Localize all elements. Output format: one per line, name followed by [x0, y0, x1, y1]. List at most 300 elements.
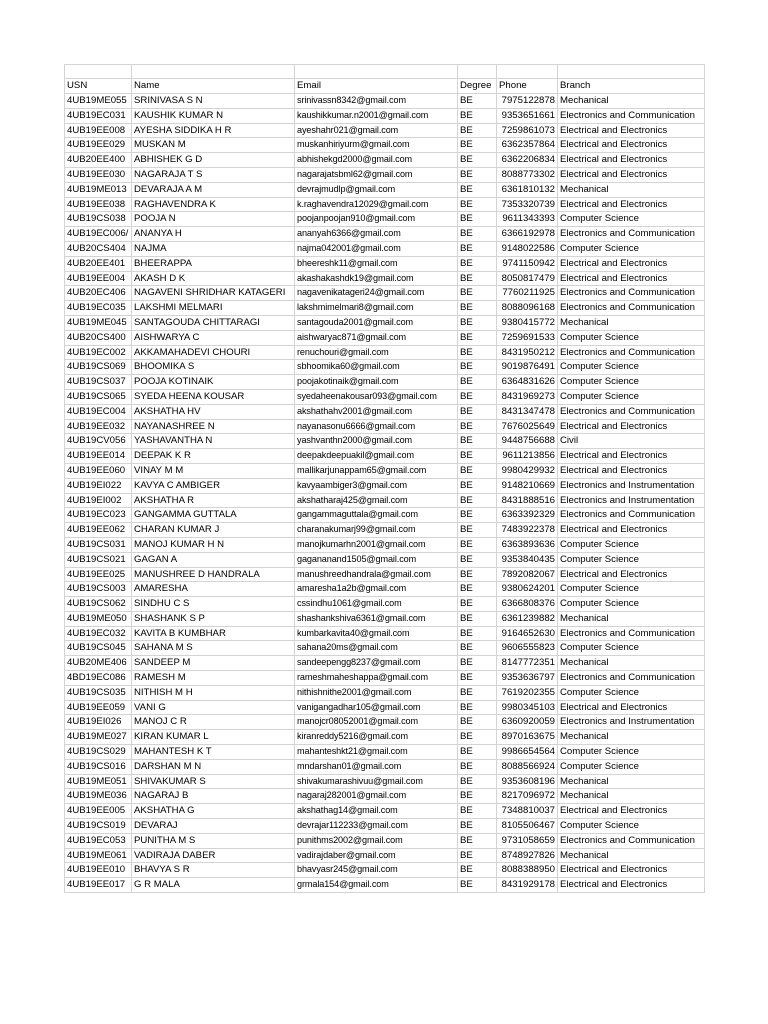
cell-name[interactable]: VANI G: [132, 700, 295, 715]
cell-branch[interactable]: Computer Science: [558, 745, 705, 760]
cell-degree[interactable]: BE: [458, 434, 497, 449]
cell-degree[interactable]: BE: [458, 582, 497, 597]
cell-name[interactable]: AISHWARYA C: [132, 330, 295, 345]
cell-phone[interactable]: 9606555823: [497, 641, 558, 656]
cell-name[interactable]: ABHISHEK G D: [132, 153, 295, 168]
cell-usn[interactable]: 4UB19EE010: [65, 863, 132, 878]
cell-phone[interactable]: 6366808376: [497, 597, 558, 612]
cell-name[interactable]: SAHANA M S: [132, 641, 295, 656]
cell-phone[interactable]: 6361810132: [497, 182, 558, 197]
cell-email[interactable]: poojanpoojan910@gmail.com: [295, 212, 458, 227]
cell-degree[interactable]: BE: [458, 271, 497, 286]
cell-phone[interactable]: 6364831626: [497, 375, 558, 390]
cell-branch[interactable]: Electrical and Electronics: [558, 271, 705, 286]
cell-name[interactable]: AKASH D K: [132, 271, 295, 286]
cell-phone[interactable]: 9448756688: [497, 434, 558, 449]
cell-degree[interactable]: BE: [458, 493, 497, 508]
cell-phone[interactable]: 9380624201: [497, 582, 558, 597]
cell-degree[interactable]: BE: [458, 878, 497, 893]
cell-branch[interactable]: Computer Science: [558, 819, 705, 834]
cell-phone[interactable]: 9353651661: [497, 108, 558, 123]
cell-email[interactable]: kumbarkavita40@gmail.com: [295, 626, 458, 641]
cell-usn[interactable]: 4UB19ME061: [65, 848, 132, 863]
cell-phone[interactable]: 7760211925: [497, 286, 558, 301]
cell-degree[interactable]: BE: [458, 523, 497, 538]
cell-usn[interactable]: 4UB20ME406: [65, 656, 132, 671]
cell-degree[interactable]: BE: [458, 138, 497, 153]
cell-branch[interactable]: Electrical and Electronics: [558, 804, 705, 819]
cell-usn[interactable]: 4UB19CS003: [65, 582, 132, 597]
cell-name[interactable]: KAVYA C AMBIGER: [132, 478, 295, 493]
cell-phone[interactable]: 9353840435: [497, 552, 558, 567]
cell-email[interactable]: devrajmudlp@gmail.com: [295, 182, 458, 197]
cell-phone[interactable]: 7676025649: [497, 419, 558, 434]
cell-name[interactable]: SHASHANK S P: [132, 611, 295, 626]
cell-email[interactable]: vadirajdaber@gmail.com: [295, 848, 458, 863]
cell-phone[interactable]: 9148022586: [497, 241, 558, 256]
cell-name[interactable]: SYEDA HEENA KOUSAR: [132, 389, 295, 404]
cell-usn[interactable]: 4UB19EE029: [65, 138, 132, 153]
cell-usn[interactable]: 4UB19EC035: [65, 301, 132, 316]
cell-phone[interactable]: 8748927826: [497, 848, 558, 863]
cell-usn[interactable]: 4UB19ME045: [65, 315, 132, 330]
cell-phone[interactable]: 8088096168: [497, 301, 558, 316]
cell-name[interactable]: MANUSHREE D HANDRALA: [132, 567, 295, 582]
cell-name[interactable]: SANTAGOUDA CHITTARAGI: [132, 315, 295, 330]
cell-name[interactable]: SRINIVASA S N: [132, 94, 295, 109]
cell-name[interactable]: NAGARAJA T S: [132, 167, 295, 182]
cell-degree[interactable]: BE: [458, 345, 497, 360]
cell-email[interactable]: amaresha1a2b@gmail.com: [295, 582, 458, 597]
cell-usn[interactable]: 4UB19CS031: [65, 537, 132, 552]
cell-degree[interactable]: BE: [458, 715, 497, 730]
cell-phone[interactable]: 9980345103: [497, 700, 558, 715]
cell-usn[interactable]: 4UB19ME036: [65, 789, 132, 804]
cell-email[interactable]: nagaraj282001@gmail.com: [295, 789, 458, 804]
cell-name[interactable]: KIRAN KUMAR L: [132, 730, 295, 745]
cell-branch[interactable]: Computer Science: [558, 330, 705, 345]
cell-email[interactable]: k.raghavendra12029@gmail.com: [295, 197, 458, 212]
cell-name[interactable]: VADIRAJA DABER: [132, 848, 295, 863]
cell-branch[interactable]: Computer Science: [558, 685, 705, 700]
cell-degree[interactable]: BE: [458, 375, 497, 390]
cell-usn[interactable]: 4UB19EE004: [65, 271, 132, 286]
cell-phone[interactable]: 6366192978: [497, 227, 558, 242]
cell-email[interactable]: gagananand1505@gmail.com: [295, 552, 458, 567]
cell-degree[interactable]: BE: [458, 804, 497, 819]
cell-email[interactable]: ananyah6366@gmail.com: [295, 227, 458, 242]
cell-name[interactable]: CHARAN KUMAR J: [132, 523, 295, 538]
cell-branch[interactable]: Electronics and Communication: [558, 833, 705, 848]
cell-usn[interactable]: 4UB20EE400: [65, 153, 132, 168]
cell-usn[interactable]: 4UB19CS035: [65, 685, 132, 700]
cell-usn[interactable]: 4UB19EI026: [65, 715, 132, 730]
cell-email[interactable]: kiranreddy5216@gmail.com: [295, 730, 458, 745]
cell-email[interactable]: kavyaambiger3@gmail.com: [295, 478, 458, 493]
cell-phone[interactable]: 6362206834: [497, 153, 558, 168]
cell-name[interactable]: AKSHATHA HV: [132, 404, 295, 419]
cell-phone[interactable]: 8431950212: [497, 345, 558, 360]
cell-degree[interactable]: BE: [458, 478, 497, 493]
cell-degree[interactable]: BE: [458, 241, 497, 256]
cell-degree[interactable]: BE: [458, 700, 497, 715]
cell-email[interactable]: sahana20ms@gmail.com: [295, 641, 458, 656]
cell-email[interactable]: shashankshiva6361@gmail.com: [295, 611, 458, 626]
cell-usn[interactable]: 4UB19EE038: [65, 197, 132, 212]
cell-branch[interactable]: Electronics and Instrumentation: [558, 715, 705, 730]
cell-email[interactable]: santagouda2001@gmail.com: [295, 315, 458, 330]
cell-branch[interactable]: Computer Science: [558, 759, 705, 774]
cell-name[interactable]: RAGHAVENDRA K: [132, 197, 295, 212]
cell-email[interactable]: vanigangadhar105@gmail.com: [295, 700, 458, 715]
cell-degree[interactable]: BE: [458, 789, 497, 804]
cell-degree[interactable]: BE: [458, 463, 497, 478]
cell-branch[interactable]: Electrical and Electronics: [558, 256, 705, 271]
cell-usn[interactable]: 4UB19EC032: [65, 626, 132, 641]
cell-degree[interactable]: BE: [458, 227, 497, 242]
cell-usn[interactable]: 4UB19EE017: [65, 878, 132, 893]
cell-branch[interactable]: Electrical and Electronics: [558, 878, 705, 893]
cell-branch[interactable]: Electronics and Communication: [558, 227, 705, 242]
cell-branch[interactable]: Computer Science: [558, 552, 705, 567]
cell-branch[interactable]: Electrical and Electronics: [558, 449, 705, 464]
cell-degree[interactable]: BE: [458, 671, 497, 686]
cell-branch[interactable]: Electrical and Electronics: [558, 153, 705, 168]
cell-phone[interactable]: 6363893636: [497, 537, 558, 552]
cell-name[interactable]: LAKSHMI MELMARI: [132, 301, 295, 316]
cell-name[interactable]: DEVARAJA A M: [132, 182, 295, 197]
cell-email[interactable]: akshatharaj425@gmail.com: [295, 493, 458, 508]
cell-branch[interactable]: Electrical and Electronics: [558, 567, 705, 582]
cell-phone[interactable]: 7619202355: [497, 685, 558, 700]
cell-email[interactable]: bhavyasr245@gmail.com: [295, 863, 458, 878]
cell-degree[interactable]: BE: [458, 389, 497, 404]
cell-name[interactable]: NAYANASHREE N: [132, 419, 295, 434]
cell-email[interactable]: shivakumarashivuu@gmail.com: [295, 774, 458, 789]
cell-phone[interactable]: 7259861073: [497, 123, 558, 138]
cell-degree[interactable]: BE: [458, 286, 497, 301]
cell-name[interactable]: SINDHU C S: [132, 597, 295, 612]
cell-degree[interactable]: BE: [458, 182, 497, 197]
cell-branch[interactable]: Computer Science: [558, 582, 705, 597]
cell-usn[interactable]: 4BD19EC086: [65, 671, 132, 686]
cell-branch[interactable]: Mechanical: [558, 94, 705, 109]
cell-branch[interactable]: Electrical and Electronics: [558, 863, 705, 878]
cell-name[interactable]: SHIVAKUMAR S: [132, 774, 295, 789]
cell-email[interactable]: nagavenikatageri24@gmail.com: [295, 286, 458, 301]
cell-branch[interactable]: Mechanical: [558, 315, 705, 330]
cell-branch[interactable]: Electronics and Communication: [558, 301, 705, 316]
cell-email[interactable]: poojakotinaik@gmail.com: [295, 375, 458, 390]
cell-email[interactable]: mndarshan01@gmail.com: [295, 759, 458, 774]
cell-usn[interactable]: 4UB19ME055: [65, 94, 132, 109]
cell-name[interactable]: KAUSHIK KUMAR N: [132, 108, 295, 123]
cell-phone[interactable]: 7892082067: [497, 567, 558, 582]
cell-branch[interactable]: Electronics and Communication: [558, 286, 705, 301]
cell-name[interactable]: VINAY M M: [132, 463, 295, 478]
cell-phone[interactable]: 8431347478: [497, 404, 558, 419]
cell-usn[interactable]: 4UB19EC031: [65, 108, 132, 123]
cell-phone[interactable]: 7353320739: [497, 197, 558, 212]
cell-email[interactable]: sandeepengg8237@gmail.com: [295, 656, 458, 671]
cell-email[interactable]: akshathag14@gmail.com: [295, 804, 458, 819]
cell-branch[interactable]: Electronics and Communication: [558, 108, 705, 123]
cell-branch[interactable]: Electronics and Instrumentation: [558, 493, 705, 508]
cell-name[interactable]: NAGAVENI SHRIDHAR KATAGERI: [132, 286, 295, 301]
cell-degree[interactable]: BE: [458, 123, 497, 138]
cell-degree[interactable]: BE: [458, 656, 497, 671]
cell-usn[interactable]: 4UB19ME013: [65, 182, 132, 197]
cell-degree[interactable]: BE: [458, 108, 497, 123]
cell-degree[interactable]: BE: [458, 730, 497, 745]
cell-branch[interactable]: Electrical and Electronics: [558, 463, 705, 478]
cell-email[interactable]: mallikarjunappam65@gmail.com: [295, 463, 458, 478]
cell-name[interactable]: G R MALA: [132, 878, 295, 893]
cell-phone[interactable]: 8431929178: [497, 878, 558, 893]
cell-phone[interactable]: 6360920059: [497, 715, 558, 730]
cell-email[interactable]: akashakashdk19@gmail.com: [295, 271, 458, 286]
cell-degree[interactable]: BE: [458, 819, 497, 834]
cell-email[interactable]: nithishnithe2001@gmail.com: [295, 685, 458, 700]
cell-phone[interactable]: 7975122878: [497, 94, 558, 109]
cell-email[interactable]: punithms2002@gmail.com: [295, 833, 458, 848]
cell-usn[interactable]: 4UB19EE025: [65, 567, 132, 582]
cell-name[interactable]: DEEPAK K R: [132, 449, 295, 464]
cell-phone[interactable]: 9980429932: [497, 463, 558, 478]
cell-name[interactable]: AKSHATHA R: [132, 493, 295, 508]
cell-phone[interactable]: 7259691533: [497, 330, 558, 345]
cell-name[interactable]: MUSKAN M: [132, 138, 295, 153]
cell-usn[interactable]: 4UB19EE008: [65, 123, 132, 138]
cell-branch[interactable]: Computer Science: [558, 537, 705, 552]
cell-name[interactable]: MAHANTESH K T: [132, 745, 295, 760]
cell-email[interactable]: manushreedhandrala@gmail.com: [295, 567, 458, 582]
cell-phone[interactable]: 6363392329: [497, 508, 558, 523]
cell-usn[interactable]: 4UB19CS037: [65, 375, 132, 390]
cell-phone[interactable]: 9611343393: [497, 212, 558, 227]
cell-usn[interactable]: 4UB19EE014: [65, 449, 132, 464]
cell-email[interactable]: manojcr08052001@gmail.com: [295, 715, 458, 730]
cell-email[interactable]: lakshmimelmari8@gmail.com: [295, 301, 458, 316]
cell-branch[interactable]: Computer Science: [558, 389, 705, 404]
cell-branch[interactable]: Electronics and Communication: [558, 345, 705, 360]
cell-email[interactable]: syedaheenakousar093@gmail.com: [295, 389, 458, 404]
cell-email[interactable]: kaushikkumar.n2001@gmail.com: [295, 108, 458, 123]
cell-degree[interactable]: BE: [458, 611, 497, 626]
cell-email[interactable]: ayeshahr021@gmail.com: [295, 123, 458, 138]
cell-email[interactable]: muskanhiriyurm@gmail.com: [295, 138, 458, 153]
cell-email[interactable]: charanakumarj99@gmail.com: [295, 523, 458, 538]
cell-email[interactable]: devrajar112233@gmail.com: [295, 819, 458, 834]
cell-phone[interactable]: 9019876491: [497, 360, 558, 375]
cell-usn[interactable]: 4UB19EE005: [65, 804, 132, 819]
cell-branch[interactable]: Electronics and Communication: [558, 404, 705, 419]
cell-degree[interactable]: BE: [458, 449, 497, 464]
cell-degree[interactable]: BE: [458, 94, 497, 109]
cell-degree[interactable]: BE: [458, 153, 497, 168]
cell-email[interactable]: akshathahv2001@gmail.com: [295, 404, 458, 419]
cell-branch[interactable]: Civil: [558, 434, 705, 449]
cell-email[interactable]: sbhoomika60@gmail.com: [295, 360, 458, 375]
cell-usn[interactable]: 4UB19CS021: [65, 552, 132, 567]
cell-usn[interactable]: 4UB20EC406: [65, 286, 132, 301]
cell-phone[interactable]: 9986654564: [497, 745, 558, 760]
cell-usn[interactable]: 4UB19ME027: [65, 730, 132, 745]
cell-phone[interactable]: 9731058659: [497, 833, 558, 848]
cell-usn[interactable]: 4UB19CS065: [65, 389, 132, 404]
cell-usn[interactable]: 4UB19CS016: [65, 759, 132, 774]
cell-name[interactable]: DEVARAJ: [132, 819, 295, 834]
cell-degree[interactable]: BE: [458, 552, 497, 567]
cell-usn[interactable]: 4UB19EC023: [65, 508, 132, 523]
cell-usn[interactable]: 4UB19EE059: [65, 700, 132, 715]
cell-degree[interactable]: BE: [458, 167, 497, 182]
cell-email[interactable]: srinivassn8342@gmail.com: [295, 94, 458, 109]
cell-phone[interactable]: 8217096972: [497, 789, 558, 804]
cell-branch[interactable]: Electrical and Electronics: [558, 123, 705, 138]
cell-email[interactable]: rameshmaheshappa@gmail.com: [295, 671, 458, 686]
cell-usn[interactable]: 4UB19ME051: [65, 774, 132, 789]
cell-phone[interactable]: 9353608196: [497, 774, 558, 789]
cell-name[interactable]: MANOJ C R: [132, 715, 295, 730]
cell-degree[interactable]: BE: [458, 685, 497, 700]
cell-degree[interactable]: BE: [458, 508, 497, 523]
cell-degree[interactable]: BE: [458, 197, 497, 212]
cell-usn[interactable]: 4UB19CS045: [65, 641, 132, 656]
cell-phone[interactable]: 7348810037: [497, 804, 558, 819]
cell-branch[interactable]: Mechanical: [558, 182, 705, 197]
cell-branch[interactable]: Electrical and Electronics: [558, 167, 705, 182]
cell-phone[interactable]: 9353636797: [497, 671, 558, 686]
cell-email[interactable]: bheereshk11@gmail.com: [295, 256, 458, 271]
cell-branch[interactable]: Mechanical: [558, 611, 705, 626]
cell-usn[interactable]: 4UB19ME050: [65, 611, 132, 626]
cell-name[interactable]: AKKAMAHADEVI CHOURI: [132, 345, 295, 360]
cell-phone[interactable]: 8431888516: [497, 493, 558, 508]
cell-name[interactable]: DARSHAN M N: [132, 759, 295, 774]
cell-branch[interactable]: Computer Science: [558, 212, 705, 227]
cell-email[interactable]: abhishekgd2000@gmail.com: [295, 153, 458, 168]
cell-name[interactable]: POOJA KOTINAIK: [132, 375, 295, 390]
cell-branch[interactable]: Computer Science: [558, 597, 705, 612]
cell-name[interactable]: GANGAMMA GUTTALA: [132, 508, 295, 523]
cell-branch[interactable]: Mechanical: [558, 774, 705, 789]
cell-usn[interactable]: 4UB20EE401: [65, 256, 132, 271]
cell-branch[interactable]: Mechanical: [558, 848, 705, 863]
cell-name[interactable]: BHOOMIKA S: [132, 360, 295, 375]
cell-degree[interactable]: BE: [458, 567, 497, 582]
cell-name[interactable]: GAGAN A: [132, 552, 295, 567]
cell-phone[interactable]: 8088566924: [497, 759, 558, 774]
cell-phone[interactable]: 7483922378: [497, 523, 558, 538]
cell-branch[interactable]: Computer Science: [558, 360, 705, 375]
cell-degree[interactable]: BE: [458, 212, 497, 227]
cell-email[interactable]: nayanasonu6666@gmail.com: [295, 419, 458, 434]
cell-branch[interactable]: Computer Science: [558, 641, 705, 656]
cell-degree[interactable]: BE: [458, 256, 497, 271]
cell-degree[interactable]: BE: [458, 404, 497, 419]
cell-email[interactable]: najma042001@gmail.com: [295, 241, 458, 256]
cell-name[interactable]: ANANYA H: [132, 227, 295, 242]
cell-usn[interactable]: 4UB19EE030: [65, 167, 132, 182]
cell-name[interactable]: MANOJ KUMAR H N: [132, 537, 295, 552]
cell-degree[interactable]: BE: [458, 537, 497, 552]
cell-branch[interactable]: Mechanical: [558, 656, 705, 671]
cell-name[interactable]: AYESHA SIDDIKA H R: [132, 123, 295, 138]
cell-usn[interactable]: 4UB19CS019: [65, 819, 132, 834]
cell-name[interactable]: BHAVYA S R: [132, 863, 295, 878]
cell-email[interactable]: manojkumarhn2001@gmail.com: [295, 537, 458, 552]
cell-usn[interactable]: 4UB19EE060: [65, 463, 132, 478]
cell-phone[interactable]: 8088773302: [497, 167, 558, 182]
cell-usn[interactable]: 4UB19EC053: [65, 833, 132, 848]
cell-usn[interactable]: 4UB19CS029: [65, 745, 132, 760]
cell-email[interactable]: aishwaryac871@gmail.com: [295, 330, 458, 345]
cell-name[interactable]: RAMESH M: [132, 671, 295, 686]
cell-degree[interactable]: BE: [458, 360, 497, 375]
cell-degree[interactable]: BE: [458, 863, 497, 878]
cell-degree[interactable]: BE: [458, 745, 497, 760]
cell-branch[interactable]: Electrical and Electronics: [558, 419, 705, 434]
cell-usn[interactable]: 4UB20CS404: [65, 241, 132, 256]
cell-name[interactable]: POOJA N: [132, 212, 295, 227]
cell-email[interactable]: grmala154@gmail.com: [295, 878, 458, 893]
cell-name[interactable]: NITHISH M H: [132, 685, 295, 700]
cell-branch[interactable]: Electronics and Communication: [558, 508, 705, 523]
cell-usn[interactable]: 4UB19EI002: [65, 493, 132, 508]
cell-phone[interactable]: 8431969273: [497, 389, 558, 404]
cell-phone[interactable]: 9164652630: [497, 626, 558, 641]
cell-usn[interactable]: 4UB19EE062: [65, 523, 132, 538]
cell-usn[interactable]: 4UB19EI022: [65, 478, 132, 493]
cell-phone[interactable]: 8105506467: [497, 819, 558, 834]
cell-branch[interactable]: Computer Science: [558, 241, 705, 256]
cell-branch[interactable]: Mechanical: [558, 730, 705, 745]
cell-name[interactable]: NAJMA: [132, 241, 295, 256]
cell-degree[interactable]: BE: [458, 597, 497, 612]
cell-branch[interactable]: Electronics and Communication: [558, 671, 705, 686]
cell-email[interactable]: mahanteshkt21@gmail.com: [295, 745, 458, 760]
cell-email[interactable]: gangammaguttala@gmail.com: [295, 508, 458, 523]
cell-name[interactable]: BHEERAPPA: [132, 256, 295, 271]
cell-branch[interactable]: Electrical and Electronics: [558, 138, 705, 153]
cell-phone[interactable]: 9741150942: [497, 256, 558, 271]
cell-phone[interactable]: 6362357864: [497, 138, 558, 153]
cell-branch[interactable]: Electrical and Electronics: [558, 700, 705, 715]
cell-usn[interactable]: 4UB20CS400: [65, 330, 132, 345]
cell-branch[interactable]: Electronics and Communication: [558, 626, 705, 641]
cell-usn[interactable]: 4UB19EE032: [65, 419, 132, 434]
cell-email[interactable]: nagarajatsbml62@gmail.com: [295, 167, 458, 182]
cell-branch[interactable]: Electrical and Electronics: [558, 523, 705, 538]
cell-usn[interactable]: 4UB19EC002: [65, 345, 132, 360]
cell-name[interactable]: KAVITA B KUMBHAR: [132, 626, 295, 641]
cell-name[interactable]: NAGARAJ B: [132, 789, 295, 804]
cell-phone[interactable]: 9611213856: [497, 449, 558, 464]
cell-degree[interactable]: BE: [458, 626, 497, 641]
cell-usn[interactable]: 4UB19CV056: [65, 434, 132, 449]
cell-degree[interactable]: BE: [458, 315, 497, 330]
cell-usn[interactable]: 4UB19CS038: [65, 212, 132, 227]
cell-name[interactable]: YASHAVANTHA N: [132, 434, 295, 449]
cell-email[interactable]: yashvanthn2000@gmail.com: [295, 434, 458, 449]
cell-branch[interactable]: Electronics and Instrumentation: [558, 478, 705, 493]
cell-name[interactable]: AMARESHA: [132, 582, 295, 597]
cell-phone[interactable]: 8088388950: [497, 863, 558, 878]
cell-degree[interactable]: BE: [458, 774, 497, 789]
cell-name[interactable]: AKSHATHA G: [132, 804, 295, 819]
cell-degree[interactable]: BE: [458, 419, 497, 434]
